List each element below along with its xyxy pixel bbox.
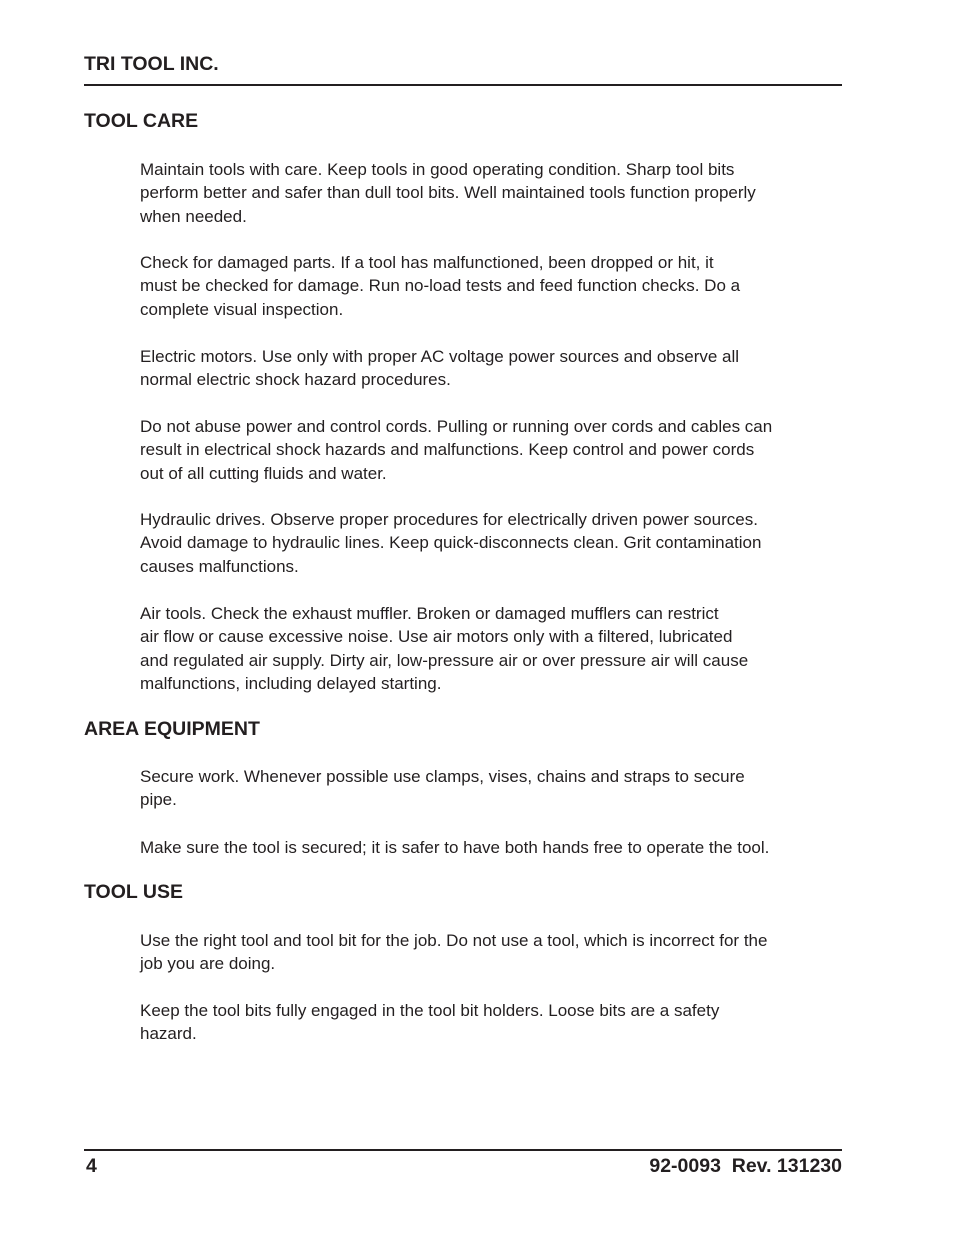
section-heading-tool-care: TOOL CARE <box>84 110 199 132</box>
company-name: TRI TOOL INC. <box>84 53 219 75</box>
page-number: 4 <box>86 1155 97 1177</box>
paragraph-tool-secured: Make sure the tool is secured; it is safer to have both hands free to operate the tool. <box>140 838 770 857</box>
paragraph-tool-bits-engaged: Keep the tool bits fully engaged in the tool bit holders. Loose bits are a safety hazard. <box>140 1001 720 1044</box>
footer-rule <box>84 1149 842 1151</box>
header-rule <box>84 84 842 86</box>
paragraph-electric-motors: Electric motors. Use only with proper AC voltage power sources and observe all normal electric shock hazard procedures. <box>140 347 740 390</box>
document-revision: 92-0093 Rev. 131230 <box>649 1155 842 1177</box>
paragraph-secure-work: Secure work. Whenever possible use clamps, vises, chains and straps to secure pipe. <box>140 767 745 810</box>
paragraph-maintain-tools: Maintain tools with care. Keep tools in good operating condition. Sharp tool bits perform better and safer than dull tool bits. Well maintained tools function properly when needed. <box>140 160 756 226</box>
section-heading-area-equipment: AREA EQUIPMENT <box>84 718 260 740</box>
paragraph-right-tool: Use the right tool and tool bit for the job. Do not use a tool, which is incorrect for the job you are doing. <box>140 931 768 974</box>
paragraph-damaged-parts: Check for damaged parts. If a tool has malfunctioned, been dropped or hit, it must be checked for damage. Run no-load tests and feed function checks. Do a complete visual inspection. <box>140 253 741 319</box>
paragraph-power-cords: Do not abuse power and control cords. Pulling or running over cords and cables can result in electrical shock hazards and malfunctions. Keep control and power cords out of all cutting fluids and water. <box>140 417 773 483</box>
section-heading-tool-use: TOOL USE <box>84 881 183 903</box>
paragraph-air-tools: Air tools. Check the exhaust muffler. Broken or damaged mufflers can restrict air flow or cause excessive noise. Use air motors only with a filtered, lubricated and regulated air supply. Dirty air, low-pressure air or over pressure air will cause malfunctions, including delayed starting. <box>140 604 749 694</box>
paragraph-hydraulic-drives: Hydraulic drives. Observe proper procedures for electrically driven power sources. Avoid damage to hydraulic lines. Keep quick-disconnects clean. Grit contamination causes malfunctions. <box>140 510 762 576</box>
